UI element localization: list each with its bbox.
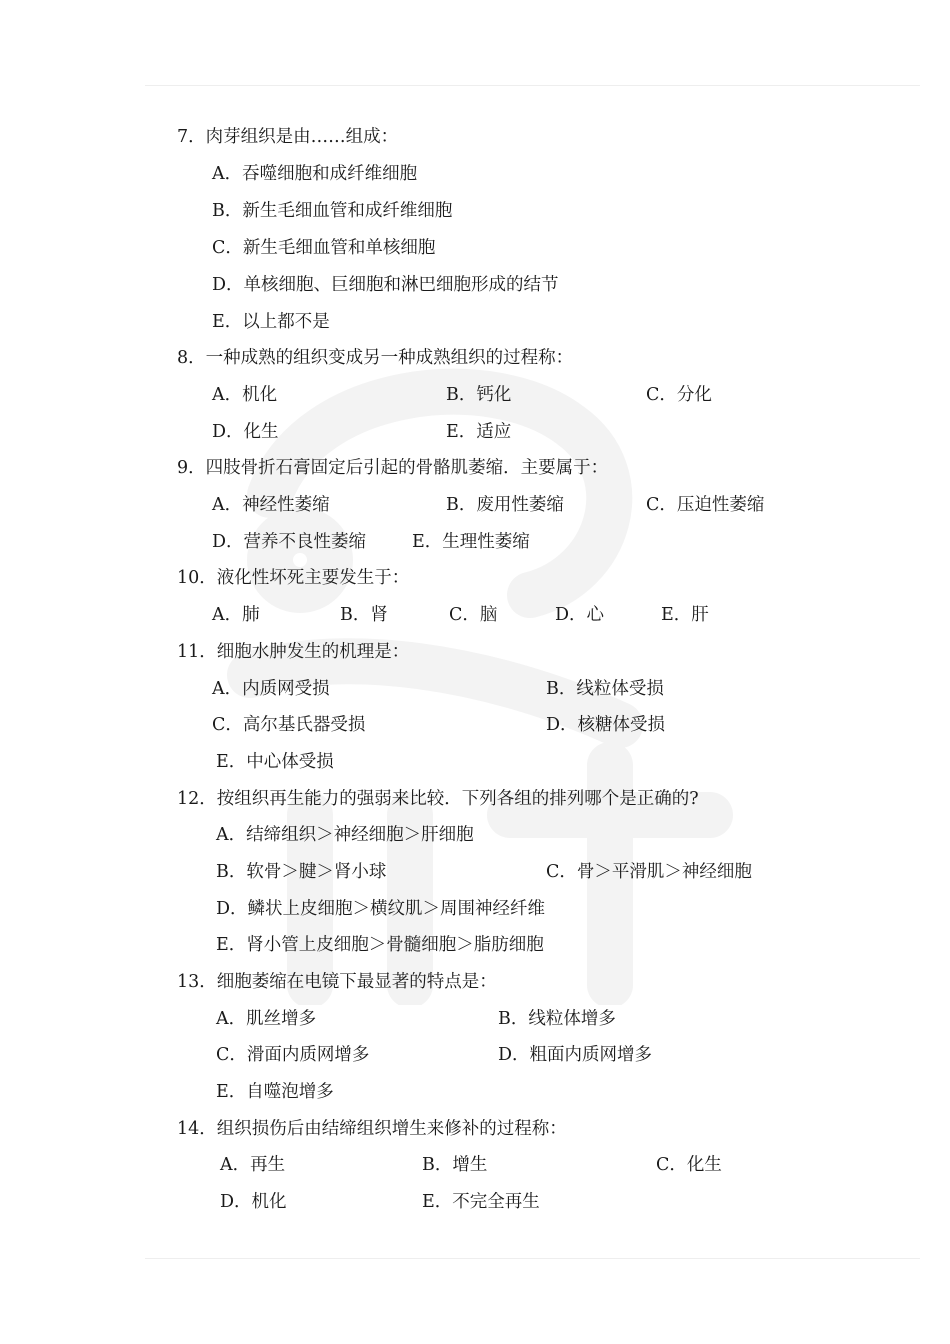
q10-option-b: B．肾: [340, 605, 388, 625]
q11-option-c: C．高尔基氏器受损: [212, 715, 366, 735]
q7-option-b: B．新生毛细血管和成纤维细胞: [212, 201, 453, 221]
q8-option-b: B．钙化: [446, 385, 512, 405]
question-10-stem: 10．液化性坏死主要发生于：: [177, 568, 410, 588]
footer-rule: [145, 1258, 920, 1259]
q9-option-d: D．营养不良性萎缩: [212, 532, 367, 552]
question-11-stem: 11．细胞水肿发生的机理是：: [177, 642, 410, 662]
q12-option-a: A．结缔组织＞神经细胞＞肝细胞: [216, 825, 474, 845]
q10-option-a: A．肺: [212, 605, 260, 625]
q7-option-d: D．单核细胞、巨细胞和淋巴细胞形成的结节: [212, 275, 559, 295]
question-12-stem: 12．按组织再生能力的强弱来比较．下列各组的排列哪个是正确的?: [177, 789, 699, 809]
question-7-stem: 7．肉芽组织是由……组成：: [177, 127, 399, 147]
q12-option-d: D．鳞状上皮细胞＞横纹肌＞周围神经纤维: [216, 899, 546, 919]
q10-option-c: C．脑: [449, 605, 498, 625]
q7-option-e: E．以上都不是: [212, 312, 330, 332]
q14-option-d: D．机化: [220, 1192, 287, 1212]
q14-option-c: C．化生: [656, 1155, 722, 1175]
q11-option-e: E．中心体受损: [216, 752, 334, 772]
q13-option-c: C．滑面内质网增多: [216, 1045, 370, 1065]
q11-option-b: B．线粒体受损: [546, 679, 664, 699]
q9-option-b: B．废用性萎缩: [446, 495, 564, 515]
q13-option-a: A．肌丝增多: [216, 1009, 317, 1029]
q8-option-d: D．化生: [212, 422, 279, 442]
q8-option-c: C．分化: [646, 385, 712, 405]
q9-option-e: E．生理性萎缩: [412, 532, 530, 552]
q13-option-b: B．线粒体增多: [498, 1009, 616, 1029]
q12-option-e: E．肾小管上皮细胞＞骨髓细胞＞脂肪细胞: [216, 935, 544, 955]
q14-option-b: B．增生: [422, 1155, 488, 1175]
q13-option-d: D．粗面内质网增多: [498, 1045, 653, 1065]
question-13-stem: 13．细胞萎缩在电镜下最显著的特点是：: [177, 972, 497, 992]
q7-option-a: A．吞噬细胞和成纤维细胞: [212, 164, 418, 184]
q14-option-e: E．不完全再生: [422, 1192, 540, 1212]
q11-option-a: A．内质网受损: [212, 679, 330, 699]
q12-option-c: C．骨＞平滑肌＞神经细胞: [546, 862, 752, 882]
q12-option-b: B．软骨＞腱＞肾小球: [216, 862, 387, 882]
q8-option-a: A．机化: [212, 385, 278, 405]
q14-option-a: A．再生: [220, 1155, 286, 1175]
question-8-stem: 8．一种成熟的组织变成另一种成熟组织的过程称：: [177, 348, 574, 368]
q11-option-d: D．核糖体受损: [546, 715, 666, 735]
q10-option-d: D．心: [555, 605, 605, 625]
q13-option-e: E．自噬泡增多: [216, 1082, 334, 1102]
q9-option-a: A．神经性萎缩: [212, 495, 330, 515]
q8-option-e: E．适应: [446, 422, 512, 442]
q10-option-e: E．肝: [661, 605, 709, 625]
q9-option-c: C．压迫性萎缩: [646, 495, 765, 515]
header-rule: [145, 85, 920, 86]
question-9-stem: 9．四肢骨折石膏固定后引起的骨骼肌萎缩．主要属于：: [177, 458, 609, 478]
question-14-stem: 14．组织损伤后由结缔组织增生来修补的过程称：: [177, 1119, 567, 1139]
q7-option-c: C．新生毛细血管和单核细胞: [212, 238, 436, 258]
